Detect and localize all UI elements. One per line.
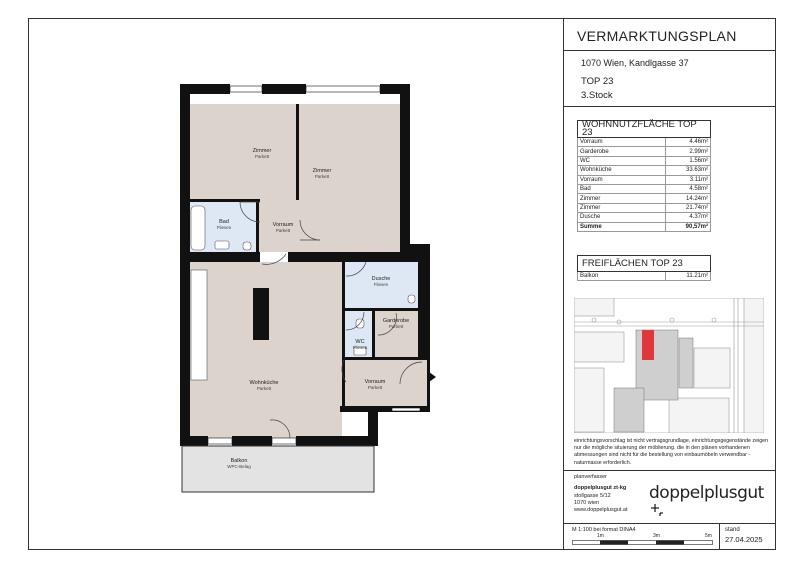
company-city: 1070 wien — [574, 500, 600, 506]
planverfasser-label: planverfasser — [574, 474, 608, 480]
kitchen-island — [253, 288, 269, 340]
unit-label: TOP 23 — [581, 76, 614, 87]
site-map — [574, 298, 764, 433]
company-street: stollgasse 5/12 — [574, 493, 611, 499]
room-label-garderobe: Garderobe Parkett — [382, 318, 410, 329]
table-row: Zimmer 14.24m² — [578, 194, 711, 203]
scale-tick: 5m — [705, 533, 712, 539]
room-label-dusche: Dusche Fliesen — [371, 276, 391, 287]
company-logo: doppelplusgut — [649, 483, 776, 523]
entrance-arrow — [429, 372, 436, 382]
floor-label: 3.Stock — [581, 90, 613, 101]
room-label-zimmer-2: Zimmer Parkett — [312, 168, 332, 179]
table-row: Garderobe 2.99m² — [578, 147, 711, 156]
wohnnutzflaeche-title: WOHNNUTZFLÄCHE TOP 23 — [578, 121, 711, 138]
divider — [564, 50, 776, 51]
table-row: Zimmer 21.74m² — [578, 203, 711, 212]
divider — [564, 523, 776, 524]
room-label-wohnkueche: Wohnküche Parkett — [249, 380, 279, 391]
date-value: 27.04.2025 — [725, 535, 763, 544]
wohnnutzflaeche-table — [577, 120, 711, 232]
sum-row: Summe 90,57m² — [578, 222, 711, 231]
scale-tick: 1m — [597, 533, 604, 539]
scale-label: M 1:100 bei format DINA4 — [572, 527, 636, 533]
company-name: doppelplusgut zt-kg — [574, 485, 627, 491]
freiflaechen-table — [577, 255, 711, 281]
table-row: Dusche 4.37m² — [578, 213, 711, 222]
table-row: Vorraum 3.11m² — [578, 175, 711, 184]
table-row: Vorraum 4.46m² — [578, 138, 711, 147]
divider — [719, 523, 720, 550]
table-row: Wohnküche 33.63m² — [578, 166, 711, 175]
table-row: Balkon 11.21m² — [578, 272, 711, 281]
table-row: WC 1.56m² — [578, 156, 711, 165]
floor-fills — [182, 104, 427, 492]
page-title: VERMARKTUNGSPLAN — [577, 28, 737, 44]
room-label-vorraum-1: Vorraum Parkett — [272, 222, 294, 233]
scale-bar — [572, 540, 717, 546]
divider — [564, 470, 776, 471]
room-label-vorraum-2: Vorraum Parkett — [364, 379, 386, 390]
room-label-zimmer-1: Zimmer Parkett — [252, 148, 272, 159]
plus-mark-icon — [650, 503, 664, 517]
address: 1070 Wien, Kandlgasse 37 — [581, 58, 689, 68]
divider — [564, 106, 776, 107]
room-label-bad: Bad Fliesen — [216, 219, 232, 230]
disclaimer-text: einrichtungsvorschlag ist nicht vertragsgrundlage, einrichtungsgegenstände zeigen nur die mögliche situierung der möblierung. die in den plänen vorhandenen abmessungen sind nicht für die bestellung von einbaumöbeln verwendbar - naturmasse erforderlich. — [574, 438, 769, 466]
table-row: Bad 4.58m² — [578, 184, 711, 193]
scale-tick: 3m — [653, 533, 660, 539]
info-panel — [563, 18, 776, 550]
company-web[interactable]: www.doppelplusgut.at — [574, 507, 628, 513]
date-label: stand — [725, 527, 740, 533]
room-label-balkon: Balkon WPC-Belag — [227, 458, 251, 469]
room-label-wc: WC Fliesen — [352, 339, 368, 350]
freiflaechen-title: FREIFLÄCHEN TOP 23 — [578, 256, 711, 272]
